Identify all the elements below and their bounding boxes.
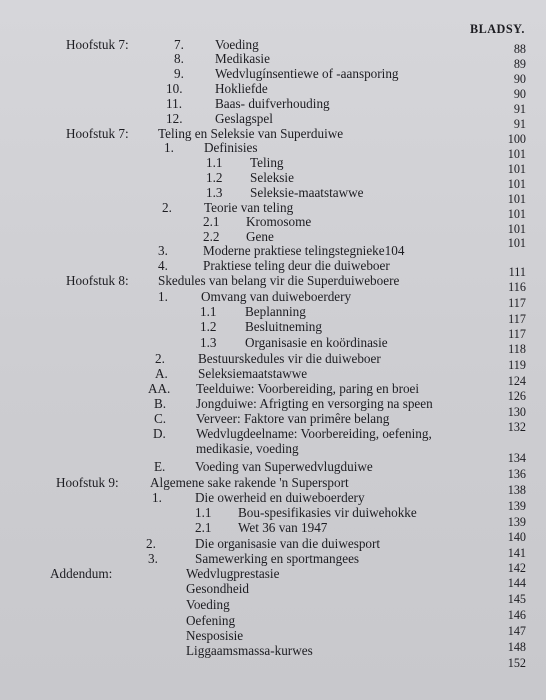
entry-page-number: 126 [507, 389, 526, 403]
entry-page-number: 116 [508, 280, 526, 294]
entry-page-number: 101 [507, 177, 526, 191]
entry-page-number: 91 [513, 102, 526, 116]
entry-number: 1.1 [200, 304, 217, 319]
entry-title: Moderne praktiese telingstegnieke104 [203, 243, 405, 258]
entry-title: Wedvlugprestasie [186, 566, 280, 581]
chapter-label: Hoofstuk 7: [66, 37, 129, 52]
entry-title: Wedvlugínsentiewe of -aansporing [215, 66, 399, 81]
entry-number: 1. [158, 289, 168, 304]
entry-page-number: 124 [507, 374, 526, 388]
entry-number: 1. [164, 140, 174, 155]
entry-page-number: 138 [507, 483, 526, 497]
entry-number: 4. [158, 258, 168, 273]
entry-page-number: 101 [507, 147, 526, 161]
entry-title: Wedvlugdeelname: Voorbereiding, oefening, [196, 426, 432, 441]
entry-page-number: 145 [507, 592, 526, 606]
entry-title: Skedules van belang vir die Superduiweboere [158, 273, 400, 288]
entry-number: 8. [174, 51, 184, 66]
entry-number: 7. [174, 37, 184, 52]
entry-title: Seleksie [250, 170, 294, 185]
entry-title: Beplanning [245, 304, 306, 319]
entry-number: C. [154, 411, 167, 426]
entry-number: B. [154, 396, 167, 411]
entry-title: Bou-spesifikasies vir duiwehokke [238, 505, 417, 520]
entry-number: 1.3 [200, 335, 217, 350]
entry-number: 10. [166, 81, 183, 96]
entry-page-number: 91 [513, 117, 526, 131]
entry-page-number: 111 [508, 265, 526, 279]
chapter-label: Addendum: [50, 566, 113, 581]
entry-title: Teorie van teling [204, 200, 294, 215]
entry-title: Verveer: Faktore van primêre belang [196, 411, 390, 426]
entry-number: 1.1 [195, 505, 212, 520]
entry-number: E. [154, 459, 166, 474]
entry-page-number: 130 [507, 405, 526, 419]
entry-page-number: 148 [507, 640, 526, 654]
entry-page-number: 136 [507, 467, 526, 481]
entry-title: Medikasie [215, 51, 270, 66]
entry-page-number: 100 [507, 132, 526, 146]
entry-number: 2. [162, 200, 172, 215]
entry-number: 2.1 [195, 520, 212, 535]
entry-title: Algemene sake rakende 'n Supersport [150, 475, 349, 490]
entry-page-number: 118 [508, 342, 526, 356]
entry-page-number: 101 [507, 207, 526, 221]
entry-page-number: 144 [507, 576, 526, 590]
entry-page-number: 101 [507, 236, 526, 250]
entry-title: Geslagspel [215, 111, 273, 126]
chapter-label: Hoofstuk 8: [66, 273, 129, 288]
entry-title: medikasie, voeding [196, 441, 299, 456]
page-column-header: BLADSY. [470, 22, 525, 36]
entry-title: Definisies [204, 140, 258, 155]
entry-title: Bestuurskedules vir die duiweboer [198, 351, 381, 366]
entry-page-number: 101 [507, 192, 526, 206]
entry-title: Praktiese teling deur die duiweboer [203, 258, 390, 273]
entry-page-number: 147 [507, 624, 526, 638]
entry-page-number: 139 [507, 499, 526, 513]
entry-number: 2. [155, 351, 165, 366]
entry-page-number: 90 [513, 87, 526, 101]
entry-number: 1.1 [206, 155, 223, 170]
entry-title: Baas- duifverhouding [215, 96, 330, 111]
entry-page-number: 134 [507, 451, 526, 465]
entry-page-number: 132 [507, 420, 526, 434]
entry-number: 1. [152, 490, 162, 505]
entry-page-number: 90 [513, 72, 526, 86]
entry-page-number: 146 [507, 608, 526, 622]
chapter-label: Hoofstuk 9: [56, 475, 119, 490]
entry-title: Samewerking en sportmangees [195, 551, 360, 566]
chapter-label: Hoofstuk 7: [66, 126, 129, 141]
entry-title: Gene [246, 229, 274, 244]
entry-title: Oefening [186, 613, 236, 628]
entry-title: Die organisasie van die duiwesport [195, 536, 381, 551]
entry-title: Voeding [215, 37, 259, 52]
entry-number: D. [153, 426, 166, 441]
entry-page-number: 89 [513, 57, 526, 71]
entry-number: A. [155, 366, 168, 381]
entry-title: Die owerheid en duiweboerdery [195, 490, 365, 505]
entry-title: Kromosome [246, 214, 312, 229]
entry-page-number: 117 [508, 296, 526, 310]
entry-number: 1.3 [206, 185, 223, 200]
entry-number: 9. [174, 66, 184, 81]
entry-title: Teling en Seleksie van Superduiwe [158, 126, 344, 141]
entry-title: Wet 36 van 1947 [238, 520, 328, 535]
entry-title: Nesposisie [186, 628, 244, 643]
entry-page-number: 141 [507, 546, 526, 560]
entry-title: Hokliefde [215, 81, 268, 96]
entry-title: Gesondheid [186, 581, 249, 596]
entry-page-number: 117 [508, 312, 526, 326]
entry-number: 3. [148, 551, 158, 566]
entry-page-number: 88 [513, 42, 526, 56]
entry-title: Voeding [186, 597, 230, 612]
entry-title: Jongduiwe: Afrigting en versorging na speen [196, 396, 433, 411]
entry-page-number: 101 [507, 162, 526, 176]
entry-page-number: 152 [507, 656, 526, 670]
entry-page-number: 101 [507, 222, 526, 236]
entry-title: Teling [250, 155, 284, 170]
entry-number: 11. [166, 96, 182, 111]
entry-title: Omvang van duiweboerdery [201, 289, 352, 304]
entry-title: Seleksie-maatstawwe [250, 185, 364, 200]
entry-number: 2.1 [203, 214, 220, 229]
entry-title: Seleksiemaatstawwe [198, 366, 308, 381]
entry-page-number: 142 [507, 561, 526, 575]
entry-number: 1.2 [206, 170, 223, 185]
entry-number: 12. [166, 111, 183, 126]
entry-number: 2. [146, 536, 156, 551]
entry-page-number: 140 [507, 530, 526, 544]
entry-title: Liggaamsmassa-kurwes [186, 643, 313, 658]
entry-number: 1.2 [200, 319, 217, 334]
entry-page-number: 117 [508, 327, 526, 341]
entry-number: 2.2 [203, 229, 220, 244]
entry-number: 3. [158, 243, 168, 258]
entry-title: Besluitneming [245, 319, 322, 334]
entry-page-number: 139 [507, 515, 526, 529]
entry-title: Voeding van Superwedvlugduiwe [195, 459, 373, 474]
entry-title: Organisasie en koördinasie [245, 335, 388, 350]
entry-number: AA. [148, 381, 171, 396]
entry-page-number: 119 [508, 358, 526, 372]
entry-title: Teelduiwe: Voorbereiding, paring en broei [196, 381, 420, 396]
